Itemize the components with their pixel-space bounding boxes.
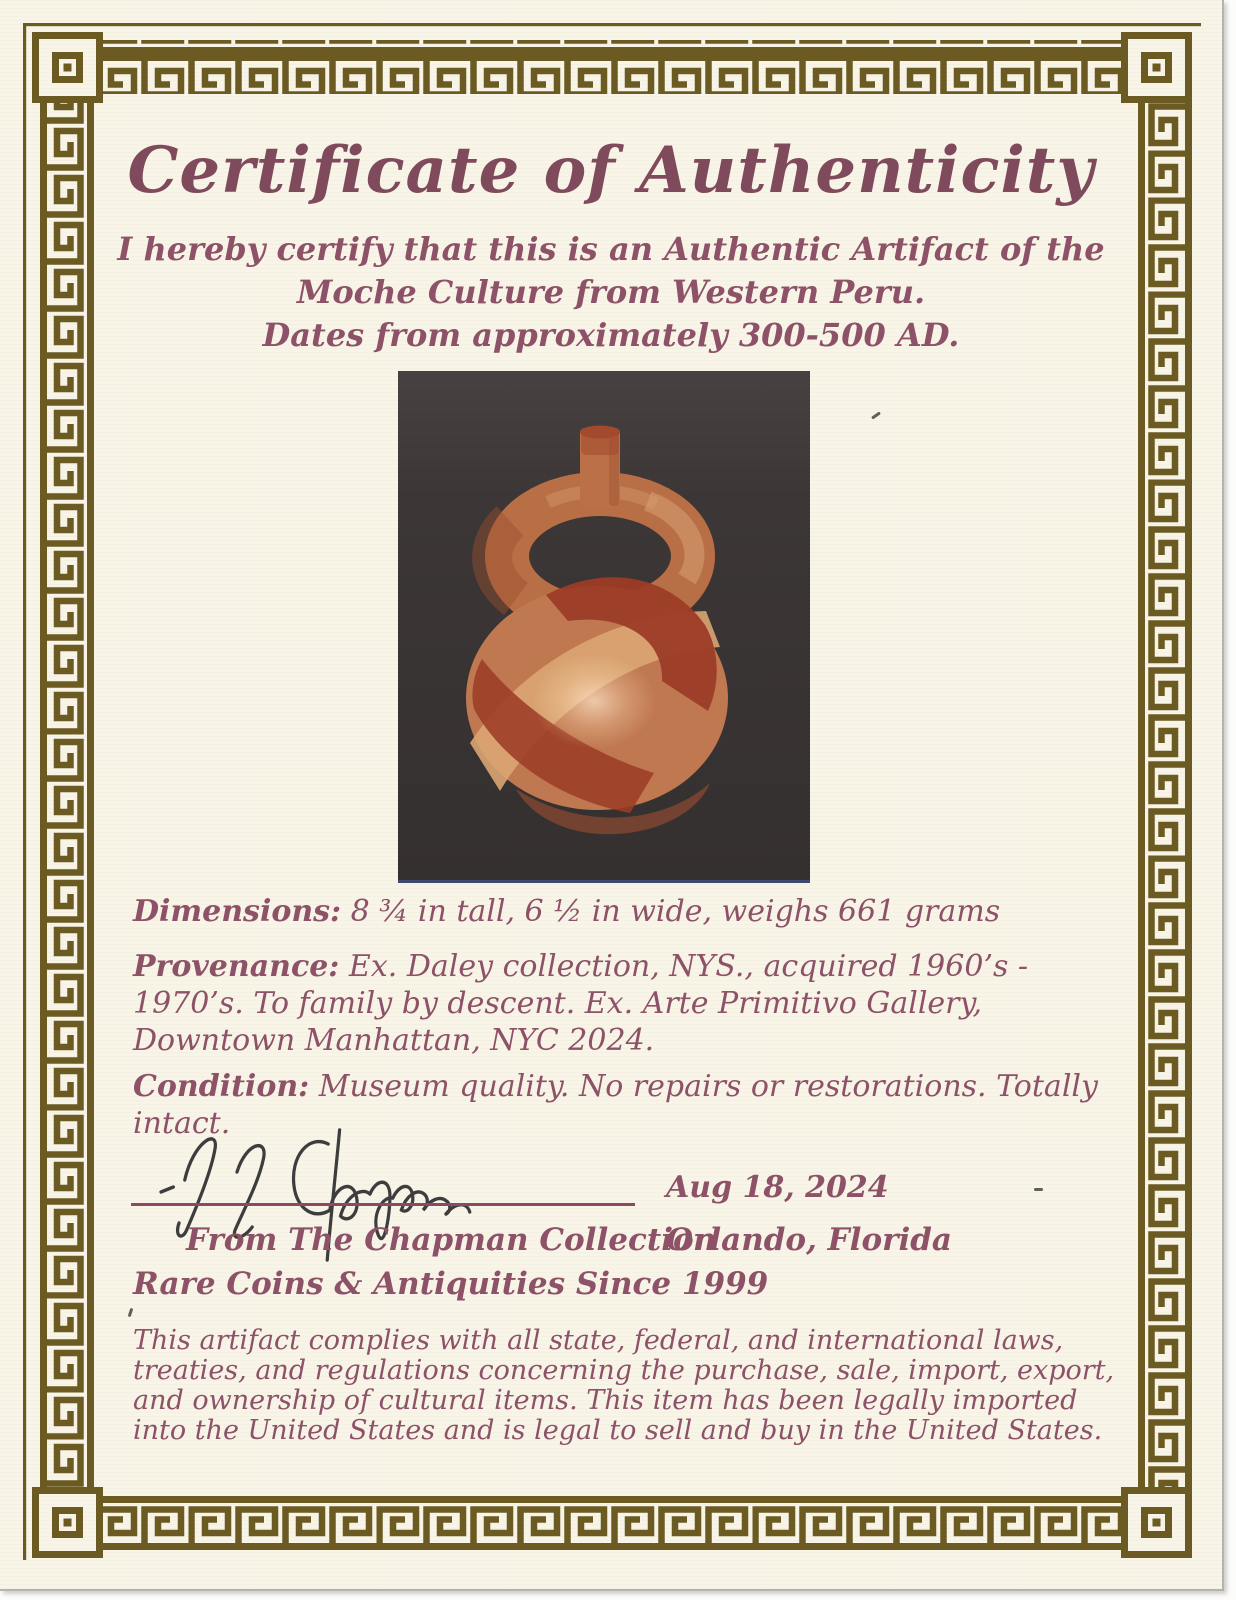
dimensions-section bbox=[133, 893, 1101, 930]
signature-date: Aug 18, 2024 bbox=[666, 1170, 889, 1205]
company-tagline: Rare Coins & Antiquities Since 1999 bbox=[133, 1266, 769, 1302]
statement-line-3: Dates from approximately 300-500 AD. bbox=[262, 316, 960, 354]
statement-line-2: Moche Culture from Western Peru. bbox=[296, 273, 926, 311]
certification-statement bbox=[0, 228, 1222, 357]
provenance-section bbox=[133, 948, 1101, 1059]
provenance-label: Provenance: bbox=[133, 949, 340, 984]
dimensions-label: Dimensions: bbox=[133, 894, 342, 929]
certificate-title: Certificate of Authenticity bbox=[127, 133, 1095, 208]
signature-location: Orlando, Florida bbox=[666, 1222, 953, 1258]
statement-line-1: I hereby certify that this is an Authentic Artifact of the bbox=[117, 230, 1105, 268]
legal-notice: This artifact complies with all state, federal, and international laws, treaties, and regulations concerning the purchase, sale, import, export, and ownership of cultural items. This item has been legally imported into the United States and is legal to sell and buy in the United States. bbox=[133, 1325, 1115, 1446]
signature-line bbox=[131, 1203, 635, 1206]
condition-label: Condition: bbox=[133, 1069, 310, 1104]
condition-value: Museum quality. No repairs or restorations. Totally intact. bbox=[133, 1069, 1098, 1141]
ink-speck bbox=[1034, 1188, 1043, 1191]
artifact-photo bbox=[398, 371, 810, 883]
provenance-value: Ex. Daley collection, NYS., acquired 1960’s - 1970’s. To family by descent. Ex. Arte Primitivo Gallery, Downtown Manhattan, NYC 2024. bbox=[133, 949, 1029, 1058]
dimensions-value: 8 ¾ in tall, 6 ½ in wide, weighs 661 grams bbox=[341, 894, 1001, 929]
signature-attribution: From The Chapman Collection bbox=[186, 1222, 717, 1258]
